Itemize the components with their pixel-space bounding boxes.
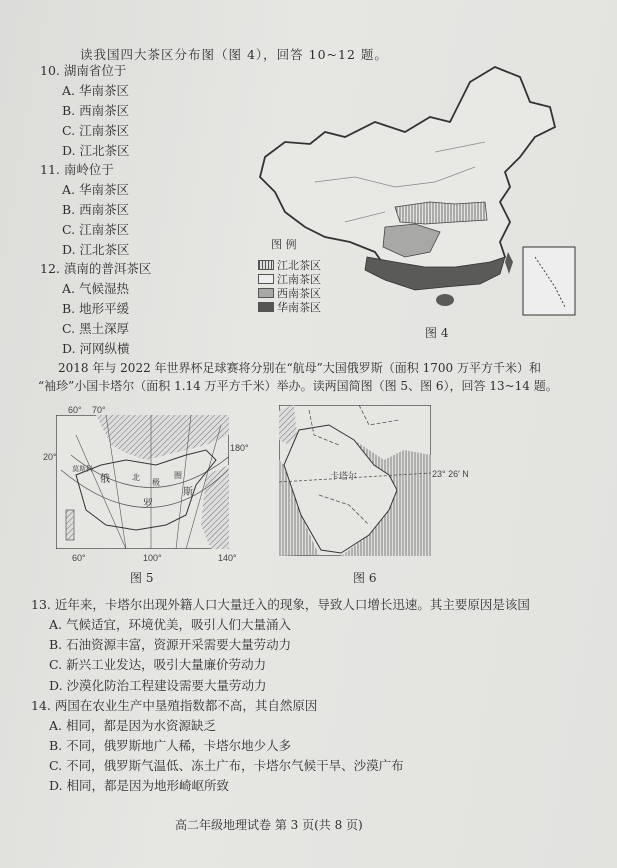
question-13: 13. 近年来，卡塔尔出现外籍人口大量迁入的现象，导致人口增长迅速。其主要原因是该国 bbox=[31, 597, 530, 612]
question-14: 14. 两国在农业生产中垦殖指数都不高，其自然原因 bbox=[31, 698, 318, 713]
option: C. 江南茶区 bbox=[62, 123, 130, 138]
lon-label: 100° bbox=[143, 553, 162, 563]
grey-swatch-icon bbox=[258, 288, 274, 298]
option: B. 石油资源丰富，资源开采需要大量劳动力 bbox=[49, 637, 292, 652]
lon-label: 180° bbox=[230, 443, 249, 453]
legend-item-huanan bbox=[258, 299, 321, 315]
legend-label: 江北茶区 bbox=[277, 259, 321, 272]
lon-label: 60° bbox=[72, 553, 86, 563]
fig5-caption: 图 5 bbox=[130, 571, 154, 585]
option: D. 江北茶区 bbox=[62, 143, 130, 158]
option: D. 沙漠化防治工程建设需要大量劳动力 bbox=[49, 678, 267, 693]
intro-text-1: 读我国四大茶区分布图（图 4），回答 10~12 题。 bbox=[80, 47, 388, 62]
city-label: 莫斯科 bbox=[72, 466, 93, 473]
option: C. 黑土深厚 bbox=[62, 321, 130, 336]
country-label: 俄 bbox=[100, 474, 110, 485]
option: D. 河网纵横 bbox=[62, 341, 130, 356]
option: B. 西南茶区 bbox=[62, 103, 130, 118]
option: B. 西南茶区 bbox=[62, 202, 130, 217]
option: A. 华南茶区 bbox=[62, 83, 129, 98]
lon-label: 60° bbox=[68, 405, 82, 415]
option: A. 气候适宜，环境优美，吸引人们大量涌入 bbox=[49, 617, 291, 632]
option: C. 不同，俄罗斯气温低、冻土广布，卡塔尔气候干旱、沙漠广布 bbox=[49, 758, 404, 773]
intro-text-3: “袖珍”小国卡塔尔（面积 1.14 万平方千米）举办。读两国简图（图 5、图 6），回答 13~14 题。 bbox=[38, 379, 558, 393]
option: C. 新兴工业发达，吸引大量廉价劳动力 bbox=[49, 657, 267, 672]
option: A. 华南茶区 bbox=[62, 182, 129, 197]
question-12: 12. 滇南的普洱茶区 bbox=[40, 261, 152, 276]
question-10: 10. 湖南省位于 bbox=[40, 63, 127, 78]
option: B. 地形平缓 bbox=[62, 301, 130, 316]
question-11: 11. 南岭位于 bbox=[40, 162, 114, 177]
legend-label: 西南茶区 bbox=[277, 287, 321, 300]
dark-swatch-icon bbox=[258, 302, 274, 312]
arctic-circle-label: 圈 bbox=[174, 471, 182, 480]
option: D. 相同，都是因为地形崎岖所致 bbox=[49, 778, 230, 793]
option: C. 江南茶区 bbox=[62, 222, 130, 237]
russia-map bbox=[56, 415, 229, 549]
legend-title: 图 例 bbox=[271, 238, 297, 251]
lon-label: 70° bbox=[92, 405, 106, 415]
legend-label: 华南茶区 bbox=[277, 301, 321, 314]
country-label: 罗 bbox=[143, 499, 153, 510]
hatched-swatch-icon bbox=[258, 260, 274, 270]
arctic-circle-label: 极 bbox=[152, 478, 160, 487]
fig6-caption: 图 6 bbox=[353, 571, 377, 585]
intro-text-2: 2018 年与 2022 年世界杯足球赛将分别在“航母”大国俄罗斯（面积 1700 万平方千米）和 bbox=[58, 361, 541, 375]
option: B. 不同，俄罗斯地广人稀，卡塔尔地少人多 bbox=[49, 738, 292, 753]
option: D. 江北茶区 bbox=[62, 242, 130, 257]
page-footer: 高二年级地理试卷 第 3 页(共 8 页) bbox=[175, 818, 363, 832]
fig4-caption: 图 4 bbox=[425, 326, 449, 340]
lat-label: 20° bbox=[43, 452, 57, 462]
option: A. 相同，都是因为水资源缺乏 bbox=[49, 718, 216, 733]
blank-swatch-icon bbox=[258, 274, 274, 284]
country-label: 斯 bbox=[183, 487, 193, 498]
option: A. 气候湿热 bbox=[62, 281, 129, 296]
arctic-circle-label: 北 bbox=[132, 473, 140, 482]
tropic-label: 23° 26′ N bbox=[432, 469, 469, 479]
legend-label: 江南茶区 bbox=[277, 273, 321, 286]
qatar-label: 卡塔尔 bbox=[330, 471, 358, 481]
lon-label: 140° bbox=[218, 553, 237, 563]
